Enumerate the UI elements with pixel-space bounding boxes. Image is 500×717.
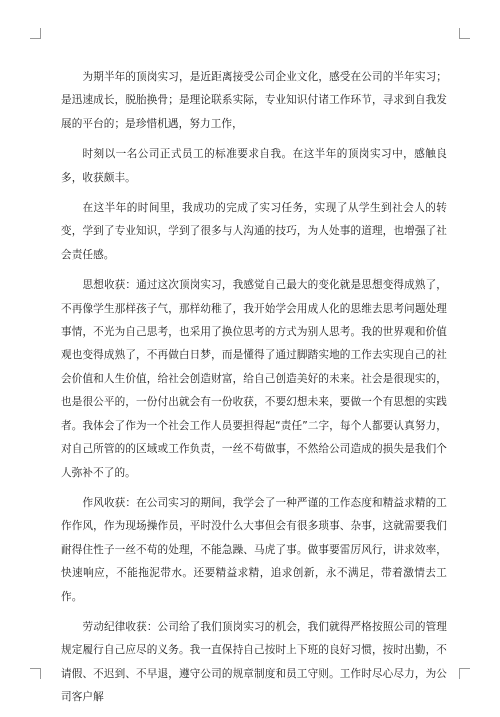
paragraph-thought-gains: 思想收获：通过这次顶岗实习，我感觉自己最大的变化就是思想变得成熟了，不再像学生那样孩子气，那样幼稚了，我开始学会用成人化的思维去思考问题处理事情，不光为自己思考，也采用了换位思考的方式为别人思考。我的世界观和价值观也变得成熟了，不再做白日梦，而是懂得了通过脚踏实地的工作去实现自己的社会价值和人生价值，给社会创造财富，给自己创造美好的未来。社会是很现实的，也是很公平的，一份付出就会有一份收获，不要幻想未来，要做一个有思想的实践者。我体会了作为一个社会工作人员要担得起“责任”二字，每个人都要认真努力，对自己所管的的区域或工作负责，一丝不苟做事，不然给公司造成的损失是我们个人弥补不了的。: [61, 279, 447, 479]
paragraph-style-gains: 作风收获：在公司实习的期间，我学会了一种严谨的工作态度和精益求精的工作作风，作为现场操作员，平时没什么大事但会有很多琐事、杂事，这就需要我们耐得住性子一丝不苟的处理，不能急躁、马虎了事。做事要雷厉风行，讲求效率，快速响应，不能拖泥带水。还要精益求精，追求创新，永不满足，带着激情去工作。: [61, 496, 447, 603]
crop-mark-bottom-right: [459, 668, 470, 679]
crop-mark-top-right: [459, 28, 470, 39]
paragraph-self-requirement: 时刻以一名公司正式员工的标准要求自我。在这半年的顶岗实习中，感触良多，收获颇丰。: [61, 148, 447, 184]
document-body: [61, 66, 447, 717]
crop-mark-bottom-left: [30, 668, 41, 679]
paragraph-intro: 为期半年的顶岗实习，是近距离接受公司企业文化，感受在公司的半年实习；是迅速成长，脱胎换骨；是理论联系实际，专业知识付诸工作环节，寻求到自我发展的平台的；是珍惜机遇，努力工作，: [61, 71, 447, 130]
crop-mark-top-left: [30, 28, 41, 39]
paragraph-discipline-gains: 劳动纪律收获：公司给了我们顶岗实习的机会，我们就得严格按照公司的管理规定履行自己应尽的义务。我一直保持自己按时上下班的良好习惯，按时出勤，不请假、不迟到、不早退，遵守公司的规章制度和员工守则。工作时尽心尽力，为公司客户解: [61, 620, 447, 704]
paragraph-half-year: 在这半年的时间里，我成功的完成了实习任务，实现了从学生到社会人的转变，学到了专业知识，学到了很多与人沟通的技巧，为人处事的道理，也增强了社会责任感。: [61, 202, 447, 261]
